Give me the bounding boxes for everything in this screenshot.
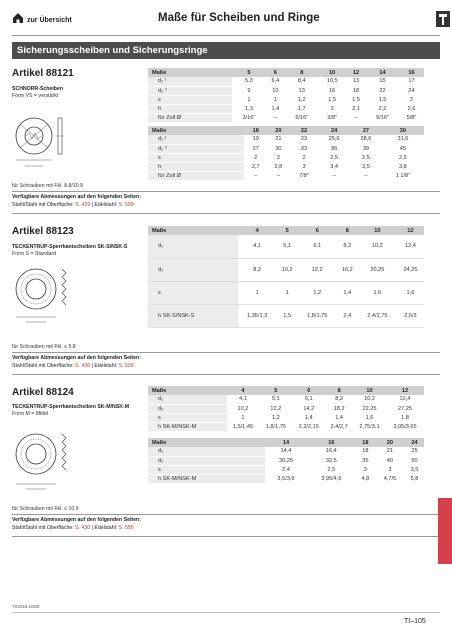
page-title: Maße für Scheiben und Ringe — [158, 12, 320, 24]
table-cell: 3 — [356, 465, 375, 474]
table-cell: 1 1/8" — [382, 171, 424, 180]
availability-heading: Verfügbare Abmessungen auf den folgenden Seiten: — [12, 194, 141, 200]
table-cell: 1,2 — [259, 413, 292, 422]
table-cell: 2 — [399, 95, 424, 104]
table-header-size: 6 — [265, 68, 285, 77]
row-label: s — [148, 465, 265, 474]
table-cell: 1,4 — [337, 281, 358, 304]
row-label: h — [148, 104, 232, 113]
table-cell: – — [346, 113, 366, 122]
table-header-label: Maße — [148, 126, 244, 135]
table-cell: 2,6 — [399, 104, 424, 113]
divider — [12, 536, 440, 537]
table-row — [148, 86, 424, 95]
table-header-size: 10 — [318, 68, 346, 77]
footer-rule — [12, 612, 440, 613]
row-label: s — [148, 153, 244, 162]
stainless-page-link[interactable]: S. 599 — [118, 202, 134, 208]
divider — [12, 191, 440, 192]
page-header — [0, 0, 452, 38]
table-cell: 5/16" — [285, 113, 318, 122]
table-cell: 2,7 — [244, 162, 267, 171]
table-cell: 13 — [346, 77, 366, 86]
table-header-size: 12 — [346, 68, 366, 77]
table-cell: 18,2 — [325, 404, 353, 413]
table-cell: 3/8" — [318, 113, 346, 122]
table-cell: 2,5 — [382, 153, 424, 162]
row-label: h — [148, 162, 244, 171]
table-cell: 1,5 — [277, 304, 298, 327]
table-header-label: Maße — [148, 386, 227, 395]
table-cell: 5,3 — [232, 77, 265, 86]
table-row — [148, 162, 424, 171]
article-subtitle: SCHNORR-Scheiben — [12, 86, 64, 92]
table-cell: 1,35/1,3 — [238, 304, 277, 327]
availability-note: Verfügbare Abmessungen auf den folgenden Seiten: Stahl/Stahl mit Oberfläche: S. 429 | Edelstahl: S. 599 — [12, 194, 141, 208]
table-cell: 3,5/3,9 — [265, 474, 307, 483]
table-row — [148, 422, 424, 431]
dimension-table — [148, 226, 424, 328]
table-cell: – — [267, 171, 290, 180]
row-label: d₁ — [148, 395, 227, 404]
row-label: d₂ ² — [148, 86, 232, 95]
table-cell: – — [265, 113, 285, 122]
table-header-size: 30 — [382, 126, 424, 135]
table-header-label: Maße — [148, 226, 238, 235]
table-header-size: 10 — [353, 386, 386, 395]
row-label: für Zoll Ø — [148, 171, 244, 180]
table-cell: 2,5 — [318, 153, 350, 162]
table-cell: 1,2 — [285, 95, 318, 104]
availability-note: Verfügbare Abmessungen auf den folgenden Seiten: Stahl/Stahl mit Oberfläche: S. 430 | Edelstahl: S. 599 — [12, 355, 141, 369]
table-cell: 2 — [290, 153, 319, 162]
table-cell: 8,2 — [325, 395, 353, 404]
table-header-size: 16 — [399, 68, 424, 77]
stainless-page-link[interactable]: S. 599 — [118, 363, 134, 369]
table-cell: 16 — [318, 86, 346, 95]
steel-page-link[interactable]: S. 430 — [75, 525, 91, 531]
availability-stainless-label: Edelstahl: — [94, 525, 118, 531]
table-cell: 6,1 — [292, 395, 325, 404]
table-header-size: 24 — [405, 438, 424, 447]
table-header-size: 16 — [307, 438, 356, 447]
page-number: TI–105 — [404, 618, 426, 625]
table-header-size: 14 — [366, 68, 399, 77]
table-cell: 5,8 — [405, 474, 424, 483]
table-cell: 9/16" — [366, 113, 399, 122]
availability-steel-label: Stahl/Stahl mit Oberfläche: — [12, 202, 74, 208]
availability-steel-label: Stahl/Stahl mit Oberfläche: — [12, 525, 74, 531]
dimension-table — [148, 68, 424, 123]
table-header-label: Maße — [148, 438, 265, 447]
table-cell: 2 — [244, 153, 267, 162]
table-cell: 27,25 — [386, 404, 424, 413]
availability-heading: Verfügbare Abmessungen auf den folgenden Seiten: — [12, 517, 141, 523]
table-cell: 7/8" — [290, 171, 319, 180]
article-title: Artikel 88121 — [12, 68, 74, 79]
row-label: d₂ — [148, 258, 238, 281]
row-label: für Zoll Ø — [148, 113, 232, 122]
dimension-table — [148, 438, 424, 484]
table-cell: 1,3 — [232, 104, 265, 113]
washer-drawing — [12, 265, 82, 327]
table-row — [148, 144, 424, 153]
header-rule — [12, 35, 440, 36]
table-cell: 30,25 — [265, 456, 307, 465]
table-cell: 2,4/2,7 — [325, 422, 353, 431]
table-cell: 2,4/2,75 — [358, 304, 397, 327]
table-header-label: Maße — [148, 68, 232, 77]
article-subtitle: TECKENTRUP-Sperrkantscheiben SK-S/NSK-S — [12, 244, 128, 250]
table-cell: 8,2 — [238, 258, 277, 281]
table-cell: 25 — [405, 447, 424, 456]
table-row — [148, 474, 424, 483]
table-cell: 15 — [366, 77, 399, 86]
table-cell: 2,5 — [307, 465, 356, 474]
screw-class-note: für Schrauben mit Fkl. 8.8/10.9 — [12, 183, 83, 189]
table-cell: 13 — [285, 86, 318, 95]
table-header-size: 18 — [244, 126, 267, 135]
table-header-size: 8 — [337, 226, 358, 235]
table-cell: 19 — [244, 135, 267, 144]
table-cell: 3 — [290, 162, 319, 171]
article-form: Form VS = verstärkt — [12, 93, 59, 99]
table-cell: – — [244, 171, 267, 180]
row-label: d₂ — [148, 456, 265, 465]
table-row — [148, 447, 424, 456]
table-cell: 1,8/1,75 — [298, 304, 337, 327]
table-cell: 40 — [375, 456, 405, 465]
table-cell: 1,6 — [397, 281, 424, 304]
table-cell: 2,4 — [337, 304, 358, 327]
table-cell: 5,1 — [277, 235, 298, 258]
table-row — [148, 395, 424, 404]
table-cell: 27 — [244, 144, 267, 153]
table-cell: 1,2 — [298, 281, 337, 304]
table-cell: 20,25 — [358, 258, 397, 281]
table-cell: 2,8 — [267, 162, 290, 171]
table-cell: 30 — [267, 144, 290, 153]
table-cell: 45 — [382, 144, 424, 153]
table-cell: 32,5 — [307, 456, 356, 465]
divider — [12, 352, 440, 353]
document-code: TI/2015.10DE — [12, 604, 40, 609]
table-header-size: 14 — [265, 438, 307, 447]
table-cell: 2,4 — [265, 465, 307, 474]
table-header-size: 5 — [232, 68, 265, 77]
table-cell: 3,4 — [318, 162, 350, 171]
steel-page-link[interactable]: S. 430 — [75, 363, 91, 369]
back-label: zur Übersicht — [27, 17, 72, 24]
table-header-size: 4 — [227, 386, 260, 395]
table-cell: 1,5 — [318, 95, 346, 104]
table-header-size: 8 — [285, 68, 318, 77]
dimension-table — [148, 386, 424, 432]
table-cell: 10,2 — [358, 235, 397, 258]
table-header-size: 12 — [386, 386, 424, 395]
article-subtitle: TECKENTRUP-Sperrkantscheiben SK-M/NSK-M — [12, 404, 130, 410]
table-cell: 3,05/3,65 — [386, 422, 424, 431]
article-title: Artikel 88123 — [12, 226, 74, 237]
table-header-size: 24 — [318, 126, 350, 135]
table-cell: – — [350, 171, 382, 180]
table-cell: 5,1 — [259, 395, 292, 404]
table-cell: 1,6 — [358, 281, 397, 304]
table-header-size: 6 — [292, 386, 325, 395]
table-cell: 4,1 — [238, 235, 277, 258]
row-label: h SK-M/NSK-M — [148, 474, 265, 483]
table-cell: 22,25 — [353, 404, 386, 413]
steel-page-link[interactable]: S. 429 — [75, 202, 91, 208]
table-cell: 36 — [318, 144, 350, 153]
article-form: Form S = Standard — [12, 251, 56, 257]
table-cell: 25,6 — [318, 135, 350, 144]
table-cell: 12,4 — [397, 235, 424, 258]
table-row — [148, 304, 424, 327]
table-cell: 3,5 — [405, 465, 424, 474]
washer-drawing — [12, 430, 82, 494]
table-header-size: 12 — [397, 226, 424, 235]
table-cell: 2,6/3 — [397, 304, 424, 327]
table-cell: 1,4 — [325, 413, 353, 422]
table-header-size: 5 — [277, 226, 298, 235]
table-cell: 39 — [350, 144, 382, 153]
table-cell: 31,6 — [382, 135, 424, 144]
table-cell: 3/16" — [232, 113, 265, 122]
availability-stainless-label: Edelstahl: — [94, 363, 118, 369]
row-label: d₂ ² — [148, 144, 244, 153]
table-header-size: 20 — [267, 126, 290, 135]
row-label: s — [148, 95, 232, 104]
row-label: s — [148, 413, 227, 422]
screw-class-note: für Schrauben mit Fkl. ≤ 10.9 — [12, 506, 79, 512]
dimension-table — [148, 126, 424, 181]
table-cell: 10,2 — [277, 258, 298, 281]
table-cell: 5/8" — [399, 113, 424, 122]
table-cell: 4,7/5 — [375, 474, 405, 483]
table-row — [148, 153, 424, 162]
table-cell: 1,7 — [285, 104, 318, 113]
table-cell: 35 — [356, 456, 375, 465]
table-cell: 1,4 — [292, 413, 325, 422]
table-row — [148, 235, 424, 258]
availability-heading: Verfügbare Abmessungen auf den folgenden Seiten: — [12, 355, 141, 361]
divider — [12, 514, 440, 515]
section-title: Sicherungsscheiben und Sicherungsringe — [12, 42, 440, 59]
table-row — [148, 104, 424, 113]
table-row — [148, 456, 424, 465]
table-cell: 6,1 — [298, 235, 337, 258]
table-cell: 9 — [232, 86, 265, 95]
table-cell: 6,4 — [265, 77, 285, 86]
table-cell: 14,4 — [265, 447, 307, 456]
availability-stainless-label: Edelstahl: — [94, 202, 118, 208]
table-cell: 18 — [356, 447, 375, 456]
table-cell: 3,8 — [382, 162, 424, 171]
table-cell: 16,4 — [307, 447, 356, 456]
table-row — [148, 135, 424, 144]
table-cell: 10 — [265, 86, 285, 95]
table-header-size: 20 — [375, 438, 405, 447]
row-label: d₁ — [148, 235, 238, 258]
table-cell: 2,2/2,15 — [292, 422, 325, 431]
table-cell: 24 — [399, 86, 424, 95]
table-row — [148, 95, 424, 104]
table-cell: 16,2 — [337, 258, 358, 281]
table-cell: 24,25 — [397, 258, 424, 281]
back-to-overview-link[interactable] — [12, 12, 72, 24]
house-icon — [12, 12, 24, 24]
table-cell: 2,1 — [346, 104, 366, 113]
row-label: d₁ ¹ — [148, 135, 244, 144]
row-label: h SK-M/NSK-M — [148, 422, 227, 431]
row-label: h SK-S/NSK-S — [148, 304, 238, 327]
row-label: d₁ — [148, 447, 265, 456]
table-cell: 10,5 — [318, 77, 346, 86]
table-cell: 14,2 — [292, 404, 325, 413]
table-cell: 10,2 — [353, 395, 386, 404]
table-cell: 21 — [375, 447, 405, 456]
table-cell: 1 — [232, 95, 265, 104]
table-header-size: 18 — [356, 438, 375, 447]
table-cell: 3,95/4,6 — [307, 474, 356, 483]
table-header-size: 10 — [358, 226, 397, 235]
hammer-icon — [436, 11, 450, 27]
article-title: Artikel 88124 — [12, 387, 74, 398]
table-cell: 18 — [346, 86, 366, 95]
table-row — [148, 171, 424, 180]
table-row — [148, 113, 424, 122]
divider — [12, 213, 440, 214]
screw-class-note: für Schrauben mit Fkl. ≤ 5.8 — [12, 344, 76, 350]
washer-drawing — [12, 114, 76, 172]
table-row — [148, 258, 424, 281]
table-cell: 4,8 — [356, 474, 375, 483]
table-cell: 1,4 — [265, 104, 285, 113]
table-cell: 1,5 — [346, 95, 366, 104]
table-cell: 2 — [267, 153, 290, 162]
chapter-tab[interactable] — [438, 498, 452, 564]
table-cell: 3 — [375, 465, 405, 474]
table-cell: 2,2 — [366, 104, 399, 113]
availability-steel-label: Stahl/Stahl mit Oberfläche: — [12, 363, 74, 369]
table-cell: 1 — [265, 95, 285, 104]
table-header-size: 4 — [238, 226, 277, 235]
table-cell: 12,2 — [259, 404, 292, 413]
row-label: d₁ ¹ — [148, 77, 232, 86]
table-cell: 1,8 — [386, 413, 424, 422]
table-cell: 28,6 — [350, 135, 382, 144]
row-label: s — [148, 281, 238, 304]
table-header-size: 5 — [259, 386, 292, 395]
table-cell: 1 — [227, 413, 260, 422]
table-cell: 4,1 — [227, 395, 260, 404]
table-cell: 3,5 — [350, 162, 382, 171]
table-cell: 2 — [318, 104, 346, 113]
table-cell: 10,2 — [227, 404, 260, 413]
availability-note: Verfügbare Abmessungen auf den folgenden Seiten: Stahl/Stahl mit Oberfläche: S. 430 | Edelstahl: S. 599 — [12, 517, 141, 531]
table-cell: 17 — [399, 77, 424, 86]
table-cell: – — [318, 171, 350, 180]
row-label: d₂ — [148, 404, 227, 413]
table-row — [148, 465, 424, 474]
table-cell: 8,2 — [337, 235, 358, 258]
table-row — [148, 404, 424, 413]
table-cell: 2,75/3,1 — [353, 422, 386, 431]
table-cell: 1 — [238, 281, 277, 304]
table-cell: 1,8/1,75 — [259, 422, 292, 431]
stainless-page-link[interactable]: S. 599 — [118, 525, 134, 531]
table-cell: 1,6 — [353, 413, 386, 422]
table-cell: 1,5 — [366, 95, 399, 104]
table-row — [148, 413, 424, 422]
table-cell: 22 — [366, 86, 399, 95]
divider — [12, 374, 440, 375]
table-header-size: 8 — [325, 386, 353, 395]
table-cell: 1,5/1,45 — [227, 422, 260, 431]
table-cell: 12,2 — [298, 258, 337, 281]
table-cell: 2,5 — [350, 153, 382, 162]
table-cell: 12,4 — [386, 395, 424, 404]
table-cell: 50 — [405, 456, 424, 465]
table-cell: 8,4 — [285, 77, 318, 86]
table-cell: 23 — [290, 135, 319, 144]
table-cell: 33 — [290, 144, 319, 153]
table-cell: 1 — [277, 281, 298, 304]
table-header-size: 6 — [298, 226, 337, 235]
table-row — [148, 77, 424, 86]
table-header-size: 22 — [290, 126, 319, 135]
table-cell: 21 — [267, 135, 290, 144]
table-row — [148, 281, 424, 304]
table-header-size: 27 — [350, 126, 382, 135]
article-form: Form M = Mittel — [12, 411, 49, 417]
